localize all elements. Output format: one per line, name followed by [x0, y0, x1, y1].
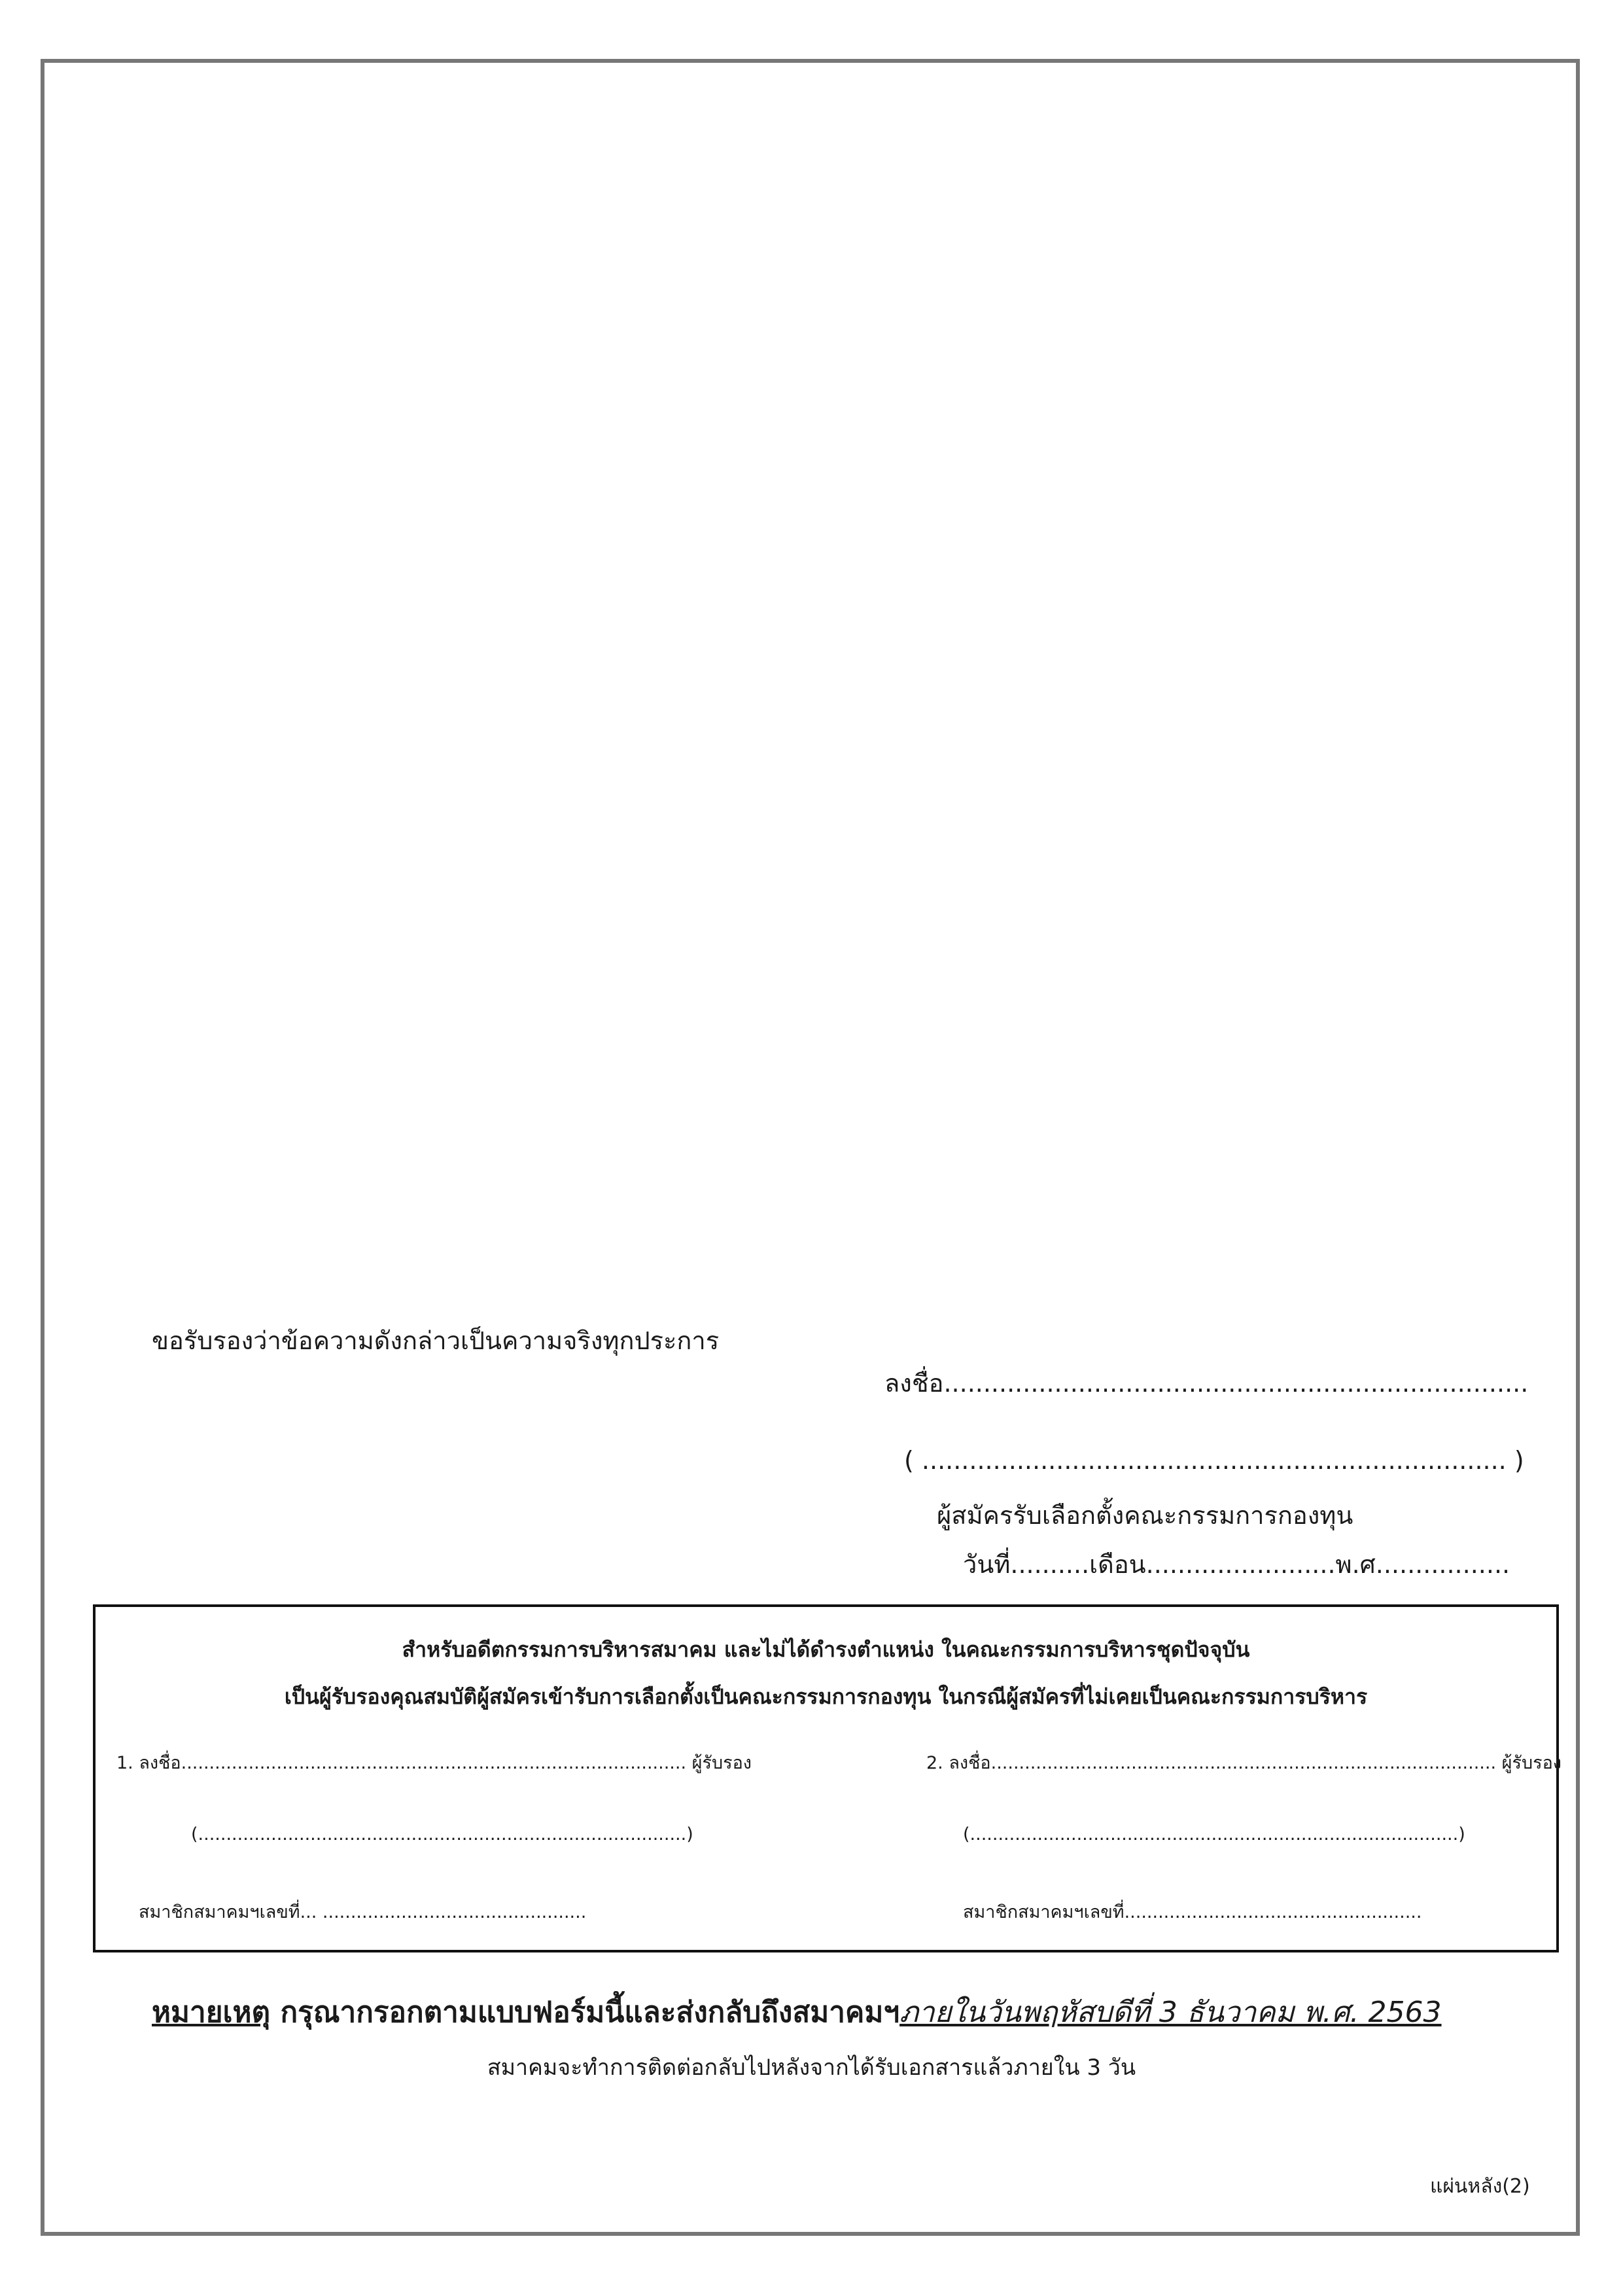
page-label: แผ่นหลัง(2): [1430, 2175, 1530, 2198]
endorsement-heading-2: เป็นผู้รับรองคุณสมบัติผู้สมัครเข้ารับการเลือกตั้งเป็นคณะกรรมการกองทุน ในกรณีผู้สมัครที่ไม่เคยเป็นคณะกรรมการบริหาร: [284, 1684, 1368, 1709]
certification-statement: ขอรับรองว่าข้อความดังกล่าวเป็นความจริงทุกประการ: [152, 1326, 720, 1355]
applicant-signature-line: ลงชื่อ..........................................................................: [884, 1369, 1529, 1398]
note-followup: สมาคมจะทำการติดต่อกลับไปหลังจากได้รับเอกสารแล้วภายใน 3 วัน: [487, 2055, 1136, 2081]
note-deadline: ภายในวันพฤหัสบดีที่ 3 ธันวาคม พ.ศ. 2563: [899, 1996, 1442, 2029]
endorsement-heading-1: สำหรับอดีตกรรมการบริหารสมาคม และไม่ได้ดำรงตำแหน่ง ในคณะกรรมการบริหารชุดปัจจุบัน: [402, 1637, 1250, 1662]
endorser-1-signature: 1. ลงชื่อ.......................................................................................... ผู้รับรอง: [116, 1753, 752, 1773]
endorser-1-member-no: สมาชิกสมาคมฯเลขที่... ...............................................: [139, 1902, 587, 1922]
endorser-2-signature: 2. ลงชื่อ.......................................................................................... ผู้รับรอง: [926, 1753, 1562, 1773]
endorsement-box: [93, 1604, 1562, 1952]
note-label: หมายเหตุ: [152, 1996, 271, 2029]
note-text: กรุณากรอกตามแบบฟอร์มนี้และส่งกลับถึงสมาคมฯ: [270, 1996, 900, 2029]
applicant-date-line: วันที่..........เดือน........................พ.ศ.................: [963, 1550, 1510, 1579]
endorser-2-member-no: สมาชิกสมาคมฯเลขที่.....................................................: [963, 1902, 1422, 1922]
applicant-name-line: ( .......................................................................... ): [904, 1446, 1524, 1475]
note-line: [152, 1989, 1442, 2035]
applicant-role: ผู้สมัครรับเลือกตั้งคณะกรรมการกองทุน: [937, 1501, 1353, 1530]
endorser-2-name: (.......................................................................................): [963, 1824, 1465, 1845]
endorser-1-name: (.......................................................................................): [191, 1824, 693, 1845]
